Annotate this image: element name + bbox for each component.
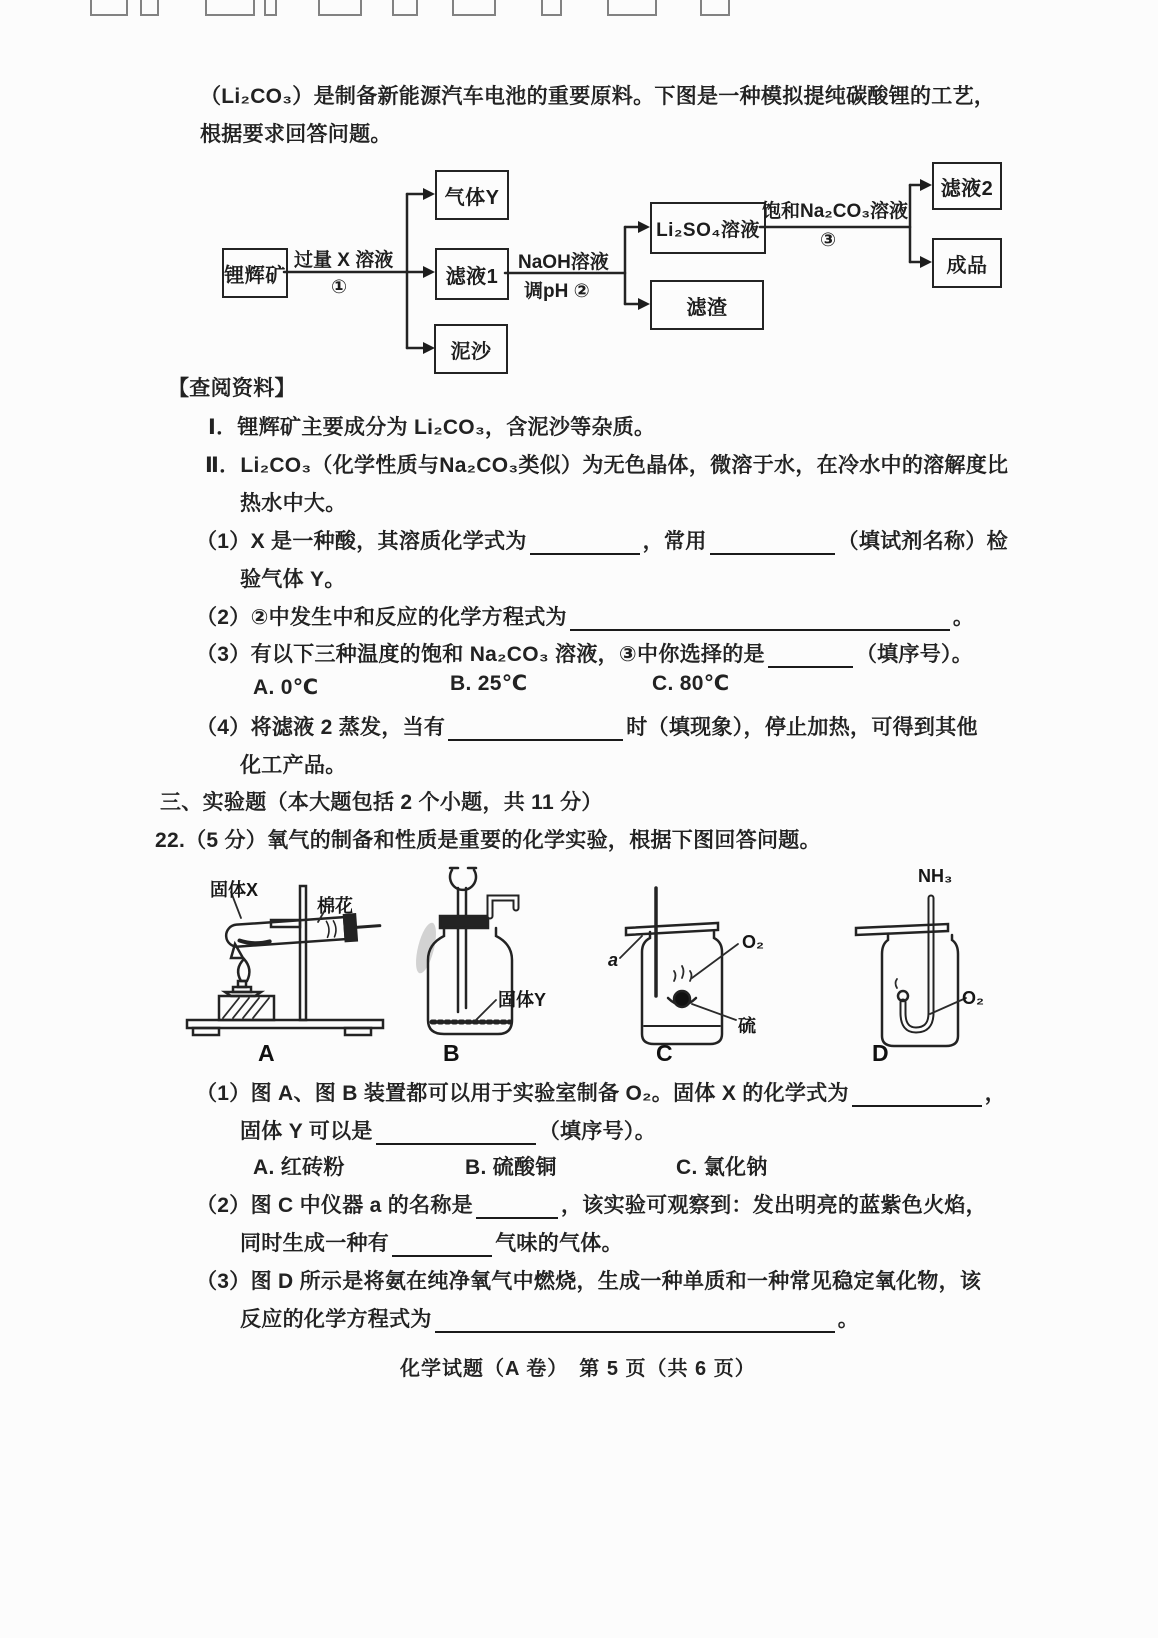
- q22-2b-text: 同时生成一种有: [240, 1232, 390, 1255]
- flow-step1-number: ①: [331, 277, 348, 298]
- flow-node-ore: 锂辉矿: [222, 248, 288, 298]
- answer-blank: [768, 645, 853, 668]
- flow-node-mud: 泥沙: [434, 324, 508, 374]
- apparatus-d-o2-label: O₂: [962, 988, 984, 1008]
- apparatus-b-drawing: [400, 862, 545, 1047]
- q21-2-line: [196, 601, 974, 631]
- q21-4-line1: [196, 711, 978, 741]
- q22-2-line1: [196, 1189, 987, 1219]
- flow-step2-label: NaOH溶液: [518, 252, 609, 273]
- apparatus-a-cotton-label: 棉花: [317, 896, 353, 916]
- q21-1-text: （1）X 是一种酸，其溶质化学式为: [196, 530, 527, 553]
- q21-3-option-c: C. 80℃: [652, 672, 730, 695]
- q22-1-line1: [196, 1077, 1006, 1107]
- q21-4-text-post: 时（填现象），停止加热，可得到其他: [626, 716, 978, 739]
- q21-3-text-post: （填序号）。: [855, 643, 974, 666]
- q22-3b-text: 反应的化学方程式为: [240, 1308, 432, 1331]
- q22-1-option-b: B. 硫酸铜: [465, 1156, 557, 1179]
- answer-blank: [710, 532, 835, 555]
- flow-step1-label: 过量 X 溶液: [294, 250, 394, 271]
- apparatus-d-nh3-label: NH₃: [918, 866, 953, 886]
- reference-item-2-line1: Ⅱ．Li₂CO₃（化学性质与Na₂CO₃类似）为无色晶体，微溶于水，在冷水中的溶解度比: [205, 454, 1009, 477]
- figure-c-letter: C: [656, 1040, 673, 1066]
- scan-artifact: [140, 0, 159, 16]
- q21-1-text-post: （填试剂名称）检: [837, 530, 1008, 553]
- flow-node-filtrate1: 滤液1: [435, 248, 509, 300]
- scan-artifact: [452, 0, 496, 16]
- q22-1-option-c: C. 氯化钠: [676, 1156, 768, 1179]
- scan-artifact: [607, 0, 657, 16]
- q22-1-comma: ，: [984, 1082, 1007, 1105]
- reference-item-2-line2: 热水中大。: [240, 492, 347, 515]
- answer-blank: [448, 718, 623, 741]
- q22-2b-text-post: 气味的气体。: [495, 1232, 623, 1255]
- scan-artifact: [700, 0, 730, 16]
- answer-blank: [570, 608, 950, 631]
- q22-2-line2: [240, 1227, 623, 1257]
- q22-3-line2: [240, 1303, 859, 1333]
- answer-blank: [530, 532, 640, 555]
- q22-2-text: （2）图 C 中仪器 a 的名称是: [196, 1194, 473, 1217]
- scan-artifact: [205, 0, 255, 16]
- figure-a-letter: A: [258, 1040, 275, 1066]
- q22-2-text-post: ，该实验可观察到：发出明亮的蓝紫色火焰，: [560, 1194, 987, 1217]
- intro-line-2: 根据要求回答问题。: [200, 123, 392, 146]
- q22-1-option-a: A. 红砖粉: [253, 1156, 345, 1179]
- apparatus-c-instrument-a-label: a: [608, 950, 619, 970]
- page-footer: 化学试题（A 卷） 第 5 页（共 6 页）: [400, 1358, 756, 1380]
- q21-2-period: 。: [952, 606, 975, 629]
- scan-artifact: [318, 0, 362, 16]
- flow-node-gas-y: 气体Y: [435, 170, 509, 220]
- q21-1-line1: [196, 525, 1008, 555]
- scan-artifact: [392, 0, 418, 16]
- apparatus-c-o2-label: O₂: [742, 932, 764, 952]
- answer-blank: [435, 1310, 835, 1333]
- q21-3-option-a: A. 0℃: [253, 676, 319, 699]
- section-3-title: 三、实验题（本大题包括 2 个小题，共 11 分）: [160, 791, 603, 814]
- q22-3b-period: 。: [837, 1308, 860, 1331]
- scan-artifact: [90, 0, 128, 16]
- q22-1b-text-post: （填序号）。: [538, 1120, 657, 1143]
- flow-step3-label: 饱和Na₂CO₃溶液: [762, 201, 909, 222]
- apparatus-d-drawing: [800, 840, 990, 1050]
- flow-node-filtrate2: 滤液2: [932, 162, 1002, 210]
- figure-b-letter: B: [443, 1040, 460, 1066]
- apparatus-a-solid-x-label: 固体X: [210, 880, 259, 900]
- q21-1-line2: 验气体 Y。: [240, 568, 346, 591]
- q21-2-text: （2）②中发生中和反应的化学方程式为: [196, 606, 567, 629]
- q22-1b-text: 固体 Y 可以是: [240, 1120, 373, 1143]
- flow-node-residue: 滤渣: [650, 280, 764, 330]
- apparatus-b-solid-y-label: 固体Y: [498, 990, 547, 1010]
- apparatus-c-sulfur-label: 硫: [738, 1016, 756, 1036]
- q22-3-line1: （3）图 D 所示是将氨在纯净氧气中燃烧，生成一种单质和一种常见稳定氧化物，该: [196, 1270, 982, 1293]
- scan-artifact: [541, 0, 562, 16]
- q21-1-text-mid: ，常用: [642, 530, 707, 553]
- answer-blank: [852, 1084, 982, 1107]
- q21-3-option-b: B. 25℃: [450, 672, 528, 695]
- q21-3-line: [196, 638, 973, 668]
- answer-blank: [376, 1122, 536, 1145]
- q21-4-line2: 化工产品。: [240, 754, 347, 777]
- reference-title: 【查阅资料】: [168, 377, 296, 400]
- answer-blank: [476, 1196, 558, 1219]
- reference-item-1: Ⅰ．锂辉矿主要成分为 Li₂CO₃，含泥沙等杂质。: [208, 416, 656, 439]
- flow-node-product: 成品: [932, 238, 1002, 288]
- q22-1-text: （1）图 A、图 B 装置都可以用于实验室制备 O₂。固体 X 的化学式为: [196, 1082, 849, 1105]
- q21-4-text: （4）将滤液 2 蒸发，当有: [196, 716, 446, 739]
- q21-3-text: （3）有以下三种温度的饱和 Na₂CO₃ 溶液，③中你选择的是: [196, 643, 765, 666]
- scan-artifact: [264, 0, 277, 16]
- answer-blank: [392, 1234, 492, 1257]
- flow-step3-number: ③: [820, 230, 837, 251]
- flow-step2-ph-label: 调pH ②: [524, 281, 590, 302]
- q22-1-line2: [240, 1115, 656, 1145]
- flow-node-li2so4: Li₂SO₄溶液: [650, 202, 766, 254]
- q22-stem: 22.（5 分）氧气的制备和性质是重要的化学实验，根据下图回答问题。: [155, 829, 821, 852]
- intro-line-1: （Li₂CO₃）是制备新能源汽车电池的重要原料。下图是一种模拟提纯碳酸锂的工艺，: [200, 85, 996, 108]
- figure-d-letter: D: [872, 1040, 889, 1066]
